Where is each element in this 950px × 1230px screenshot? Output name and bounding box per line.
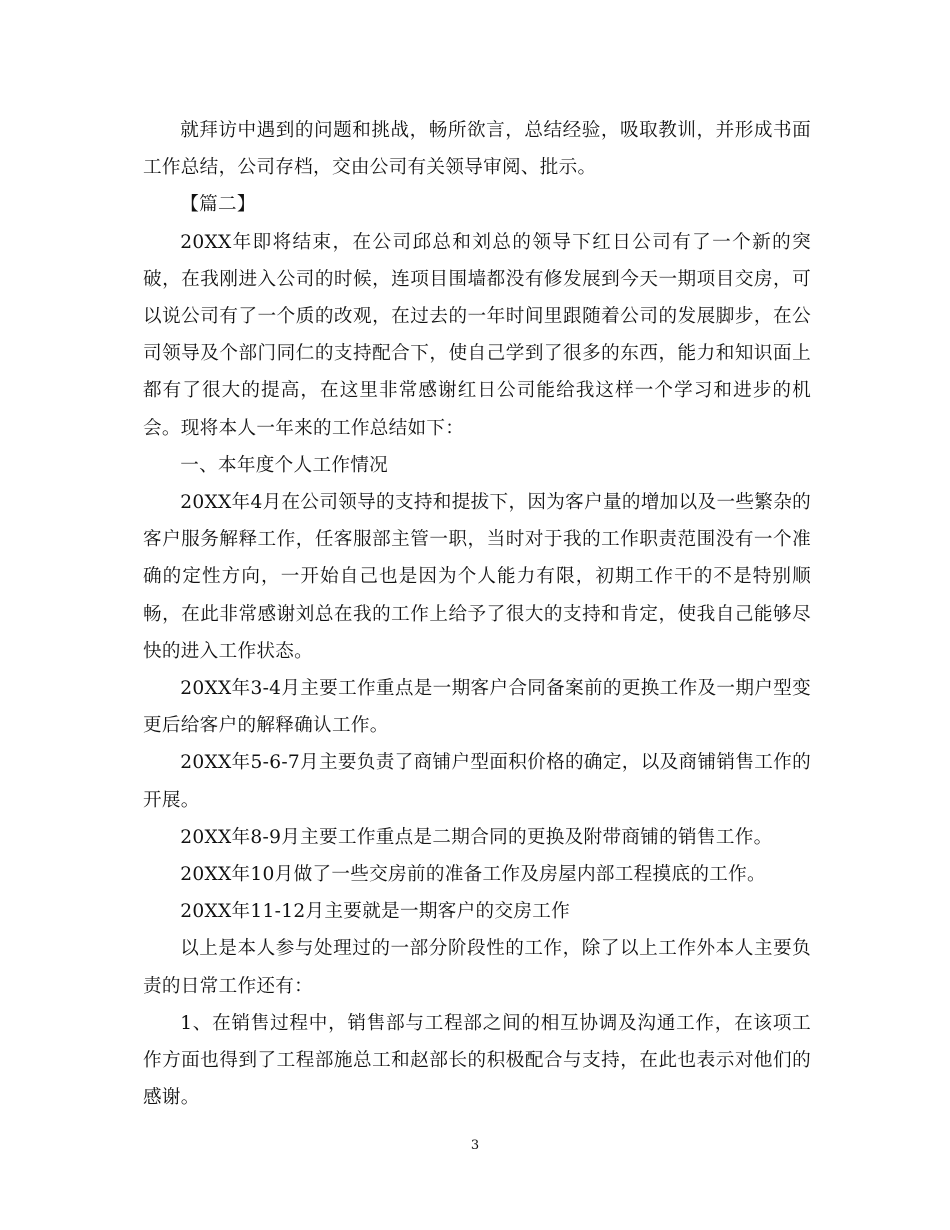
paragraph-march-april: 20XX年3-4月主要工作重点是一期客户合同备案前的更换工作及一期户型变更后给客户的解释确认工作。	[143, 678, 811, 737]
paragraph-nov-dec: 20XX年11-12月主要就是一期客户的交房工作	[180, 901, 571, 923]
paragraph-intro: 20XX年即将结束，在公司邱总和刘总的领导下红日公司有了一个新的突破，在我刚进入公司的时候，连项目围墙都没有修发展到今天一期项目交房，可以说公司有了一个质的改观，在过去的一年时间里跟随着公司的发展脚步，在公司领导及个部门同仁的支持配合下，使自己学到了很多的东西，能力和知识面上都有了很大的提高，在这里非常感谢红日公司能给我这样一个学习和进步的机会。现将本人一年来的工作总结如下：	[143, 231, 811, 439]
paragraph-daily-work: 以上是本人参与处理过的一部分阶段性的工作，除了以上工作外本人主要负责的日常工作还有：	[143, 938, 811, 997]
section-heading-personal-work: 一、本年度个人工作情况	[180, 454, 389, 476]
paragraph-may-july: 20XX年5-6-7月主要负责了商铺户型面积价格的确定，以及商铺销售工作的开展。	[143, 752, 811, 811]
paragraph-aug-sep: 20XX年8-9月主要工作重点是二期合同的更换及附带商铺的销售工作。	[180, 826, 773, 848]
paragraph-item-1: 1、在销售过程中，销售部与工程部之间的相互协调及沟通工作，在该项工作方面也得到了工程部施总工和赵部长的积极配合与支持，在此也表示对他们的感谢。	[143, 1012, 811, 1109]
document-body	[143, 112, 811, 1116]
page-number: 3	[470, 1138, 480, 1153]
section-heading-part-two: 【篇二】	[180, 194, 256, 216]
paragraph-1: 就拜访中遇到的问题和挑战，畅所欲言，总结经验，吸取教训，并形成书面工作总结，公司存档，交由公司有关领导审阅、批示。	[143, 120, 811, 179]
paragraph-october: 20XX年10月做了一些交房前的准备工作及房屋内部工程摸底的工作。	[180, 864, 766, 886]
paragraph-april: 20XX年4月在公司领导的支持和提拔下，因为客户量的增加以及一些繁杂的客户服务解释工作，任客服部主管一职，当时对于我的工作职责范围没有一个准确的定性方向，一开始自己也是因为个人能力有限，初期工作干的不是特别顺畅，在此非常感谢刘总在我的工作上给予了很大的支持和肯定，使我自己能够尽快的进入工作状态。	[143, 492, 811, 662]
